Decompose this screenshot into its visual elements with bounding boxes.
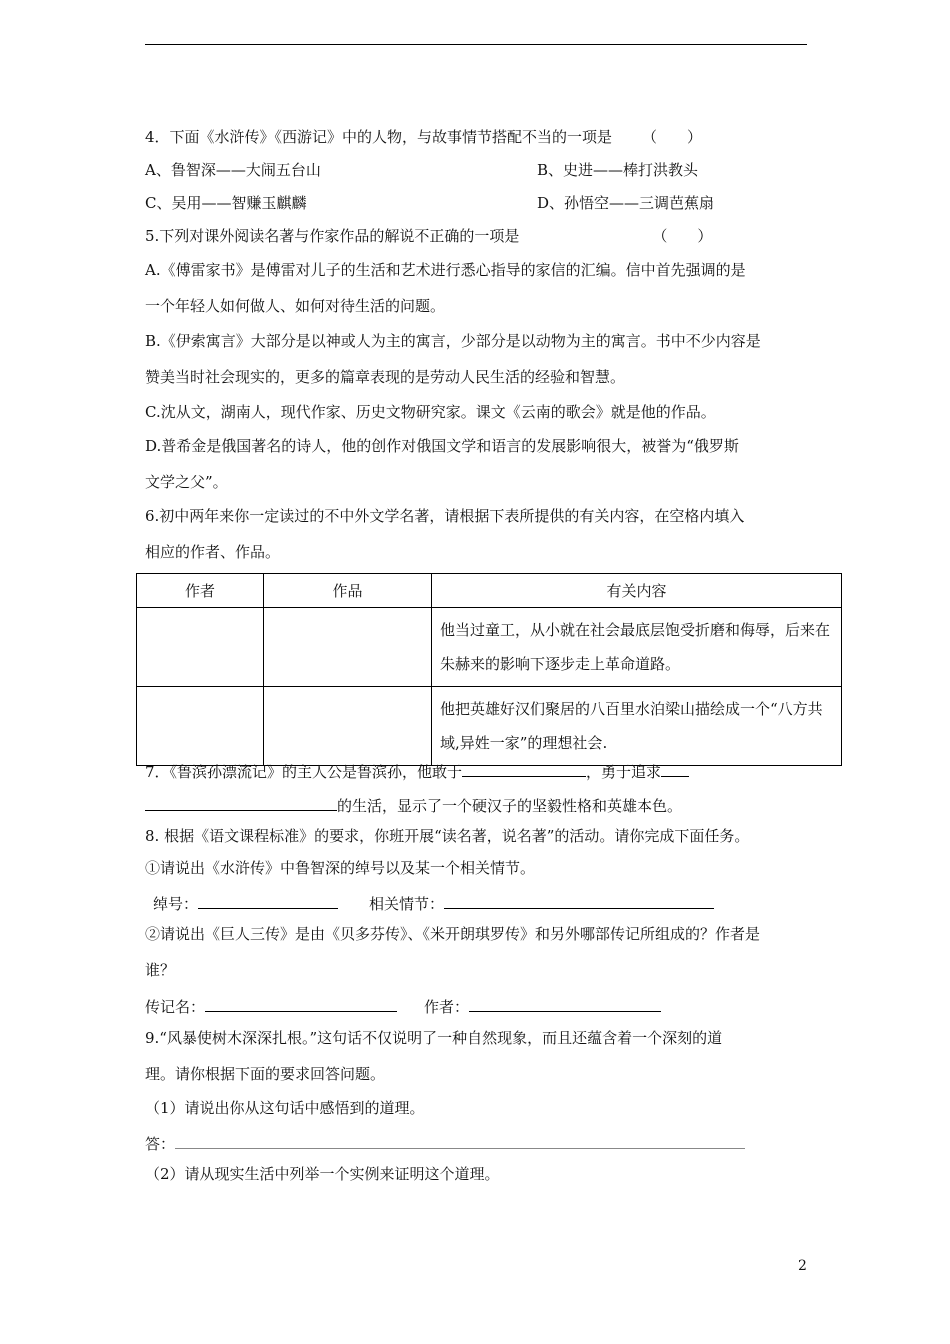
- q5-option-b-line1: B.《伊索寓言》大部分是以神或人为主的寓言，少部分是以动物为主的寓言。书中不少内容是: [145, 332, 761, 350]
- header-rule: [145, 44, 807, 45]
- q7-line1: 7．《鲁滨孙漂流记》的主人公是鲁滨孙，他敢于 ，勇于追求: [145, 759, 689, 782]
- work-cell-2[interactable]: [264, 687, 432, 766]
- author-blank[interactable]: [469, 994, 661, 1012]
- q5-option-d-line1: D.普希金是俄国著名的诗人，他的创作对俄国文学和语言的发展影响很大，被誉为“俄罗斯: [145, 437, 739, 455]
- author-cell-2[interactable]: [137, 687, 264, 766]
- table-header-row: [137, 574, 842, 608]
- q6-stem-line1: 6.初中两年来你一定读过的不中外文学名著，请根据下表所提供的有关内容，在空格内填入: [145, 507, 745, 525]
- q4-stem: 4．下面《水浒传》《西游记》中的人物，与故事情节搭配不当的一项是 （ ）: [145, 128, 703, 146]
- q8-nickname-line: 绰号： 相关情节：: [153, 891, 714, 914]
- q8-stem: 8. 根据《语文课程标准》的要求，你班开展“读名著，说名著”的活动。请你完成下面任务。: [145, 827, 750, 845]
- author-cell-1[interactable]: [137, 608, 264, 687]
- q5-option-a-line1: A.《傅雷家书》是傅雷对儿子的生活和艺术进行悉心指导的家信的汇编。信中首先强调的是: [145, 261, 746, 279]
- biography-blank[interactable]: [205, 994, 397, 1012]
- page-number: 2: [798, 1258, 807, 1274]
- q8-biography-line: 传记名： 作者：: [145, 994, 661, 1017]
- q9-sub1: （1）请说出你从这句话中感悟到的道理。: [145, 1099, 425, 1117]
- q8-sub1: ①请说出《水浒传》中鲁智深的绰号以及某一个相关情节。: [145, 859, 536, 877]
- q5-option-b-line2: 赞美当时社会现实的，更多的篇章表现的是劳动人民生活的经验和智慧。: [145, 368, 626, 386]
- header-content: 有关内容: [432, 574, 842, 608]
- q5-option-d-line2: 文学之父”。: [145, 473, 228, 491]
- work-cell-1[interactable]: [264, 608, 432, 687]
- q9-sub2: （2）请从现实生活中列举一个实例来证明这个道理。: [145, 1165, 500, 1183]
- q9-stem-line2: 理。请你根据下面的要求回答问题。: [145, 1065, 386, 1083]
- q7-blank-2-start[interactable]: [661, 759, 689, 777]
- q8-sub2-line1: ②请说出《巨人三传》是由《贝多芬传》、《米开朗琪罗传》和另外哪部传记所组成的？作者是: [145, 925, 761, 943]
- q8-sub2-line2: 谁？: [145, 961, 176, 979]
- q4-option-a: A、鲁智深——大闹五台山: [145, 161, 321, 179]
- header-work: 作品: [264, 574, 432, 608]
- q4-option-b: B、史进——棒打洪教头: [537, 161, 699, 179]
- q7-blank-1[interactable]: [462, 759, 586, 777]
- q7-blank-2[interactable]: [145, 793, 337, 811]
- q9-answer-line: 答：: [145, 1131, 745, 1154]
- answer-blank[interactable]: [175, 1131, 745, 1149]
- q4-option-c: C、吴用——智赚玉麒麟: [145, 194, 307, 212]
- table-row: [137, 608, 842, 687]
- plot-blank[interactable]: [444, 891, 714, 909]
- q9-stem-line1: 9.“风暴使树木深深扎根。”这句话不仅说明了一种自然现象，而且还蕴含着一个深刻的道: [145, 1029, 723, 1047]
- table-row: [137, 687, 842, 766]
- q5-option-c: C.沈从文，湖南人，现代作家、历史文物研究家。课文《云南的歌会》就是他的作品。: [145, 403, 716, 421]
- content-cell-1: 他当过童工，从小就在社会最底层饱受折磨和侮辱，后来在朱赫来的影响下逐步走上革命道路。: [432, 608, 842, 687]
- nickname-blank[interactable]: [198, 891, 338, 909]
- q6-stem-line2: 相应的作者、作品。: [145, 543, 281, 561]
- q5-stem: 5.下列对课外阅读名著与作家作品的解说不正确的一项是 （ ）: [145, 227, 713, 245]
- q5-option-a-line2: 一个年轻人如何做人、如何对待生活的问题。: [145, 297, 446, 315]
- q7-line2: 的生活，显示了一个硬汉子的坚毅性格和英雄本色。: [145, 793, 682, 816]
- content-cell-2: 他把英雄好汉们聚居的八百里水泊梁山描绘成一个“八方共域,异姓一家”的理想社会.: [432, 687, 842, 766]
- header-author: 作者: [137, 574, 264, 608]
- q4-option-d: D、孙悟空——三调芭蕉扇: [537, 194, 715, 212]
- works-table: [136, 573, 842, 766]
